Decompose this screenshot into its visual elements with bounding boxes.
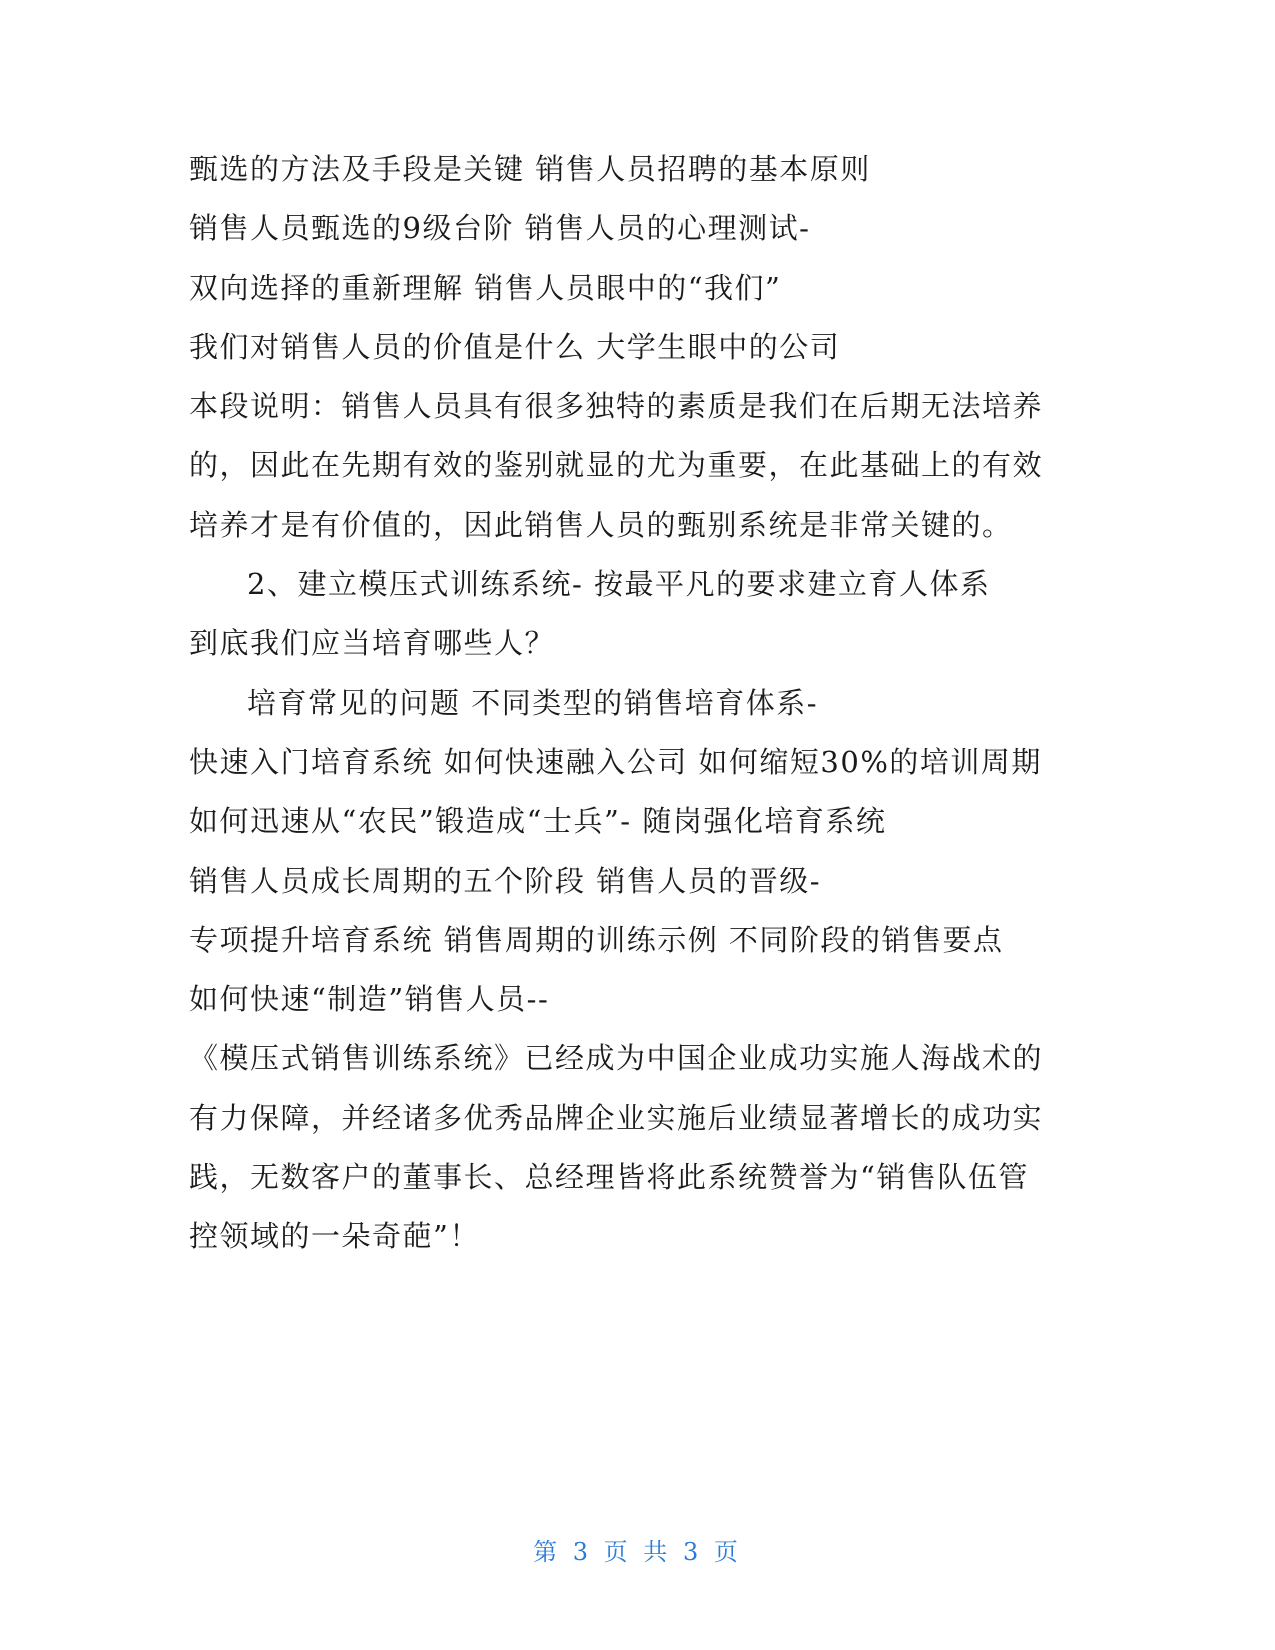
text-line-9: 到底我们应当培育哪些人？ xyxy=(189,626,556,661)
text-line-12: 如何迅速从“农民”锻造成“士兵”- 随岗强化培育系统 xyxy=(189,804,887,839)
text-line-11: 快速入门培育系统 如何快速融入公司 如何缩短30%的培训周期 xyxy=(189,744,1042,779)
page-number-footer: 第 3 页 共 3 页 xyxy=(533,1538,742,1566)
text-line-10: 培育常见的问题 不同类型的销售培育体系- xyxy=(247,685,819,720)
text-line-1: 甄选的方法及手段是关键 销售人员招聘的基本原则 xyxy=(189,152,871,186)
section-heading-2: 2、建立模压式训练系统- 按最平凡的要求建立育人体系 xyxy=(247,567,991,602)
text-line-5: 本段说明：销售人员具有很多独特的素质是我们在后期无法培养 xyxy=(189,389,1044,424)
text-line-17: 有力保障，并经诸多优秀品牌企业实施后业绩显著增长的成功实 xyxy=(189,1100,1044,1135)
text-line-6: 的，因此在先期有效的鉴别就显的尤为重要，在此基础上的有效 xyxy=(189,448,1044,483)
text-line-15: 如何快速“制造”销售人员-- xyxy=(189,982,550,1017)
document-body xyxy=(189,140,1069,1267)
text-line-19: 控领域的一朵奇葩”！ xyxy=(189,1219,480,1254)
text-line-2: 销售人员甄选的9级台阶 销售人员的心理测试- xyxy=(189,211,811,246)
text-line-16: 《模压式销售训练系统》已经成为中国企业成功实施人海战术的 xyxy=(189,1041,1044,1076)
text-line-7: 培养才是有价值的，因此销售人员的甄别系统是非常关键的。 xyxy=(189,507,1013,542)
text-line-14: 专项提升培育系统 销售周期的训练示例 不同阶段的销售要点 xyxy=(189,922,1004,957)
text-line-4: 我们对销售人员的价值是什么 大学生眼中的公司 xyxy=(189,329,841,364)
text-line-3: 双向选择的重新理解 销售人员眼中的“我们” xyxy=(189,270,782,305)
text-line-13: 销售人员成长周期的五个阶段 销售人员的晋级- xyxy=(189,863,822,898)
text-line-18: 践，无数客户的董事长、总经理皆将此系统赞誉为“销售队伍管 xyxy=(189,1160,1029,1195)
